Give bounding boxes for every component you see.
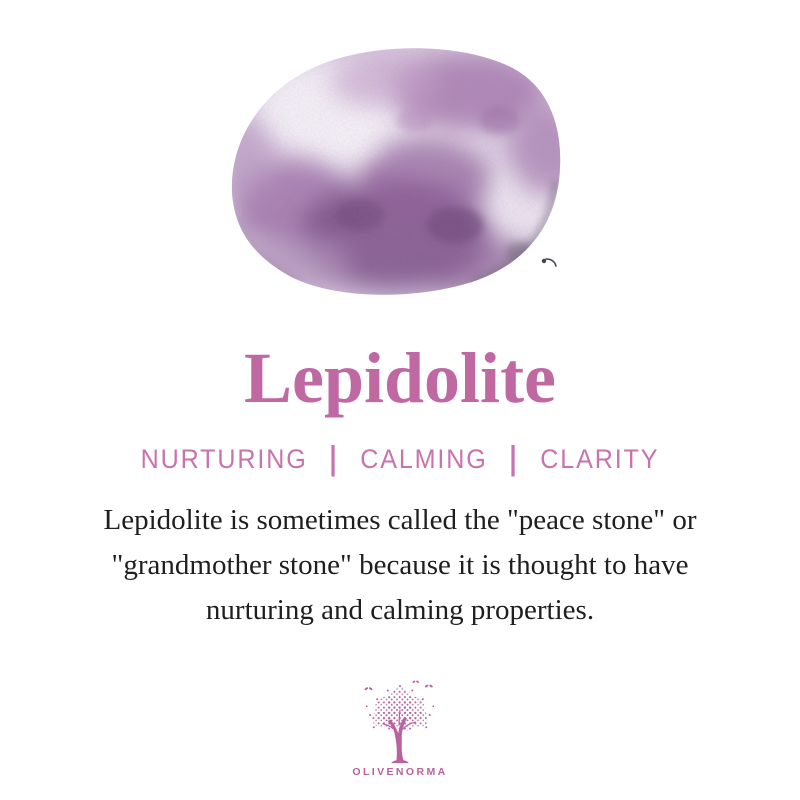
description-text	[0, 498, 800, 633]
tree-crown	[372, 688, 428, 731]
stone-body	[210, 30, 590, 330]
description-line: "grandmother stone" because it is thought to have	[111, 549, 689, 581]
tagline	[28, 438, 772, 478]
tagline-keyword-clarity: CLARITY	[540, 444, 660, 474]
stone-speck	[542, 259, 556, 266]
lepidolite-stone-image	[0, 0, 800, 330]
description-line: Lepidolite is sometimes called the "peace stone" or	[103, 504, 697, 536]
tagline-separator: |	[329, 438, 339, 477]
brand-name: OLIVENORMA	[352, 766, 448, 778]
tagline-separator: |	[509, 438, 519, 477]
tree-with-butterflies-icon	[356, 680, 444, 764]
page-title: Lepidolite	[243, 338, 556, 418]
description-line: nurturing and calming properties.	[205, 594, 595, 626]
tagline-keyword-nurturing: NURTURING	[140, 444, 308, 474]
tagline-keyword-calming: CALMING	[360, 444, 488, 474]
brand-block	[0, 680, 800, 778]
